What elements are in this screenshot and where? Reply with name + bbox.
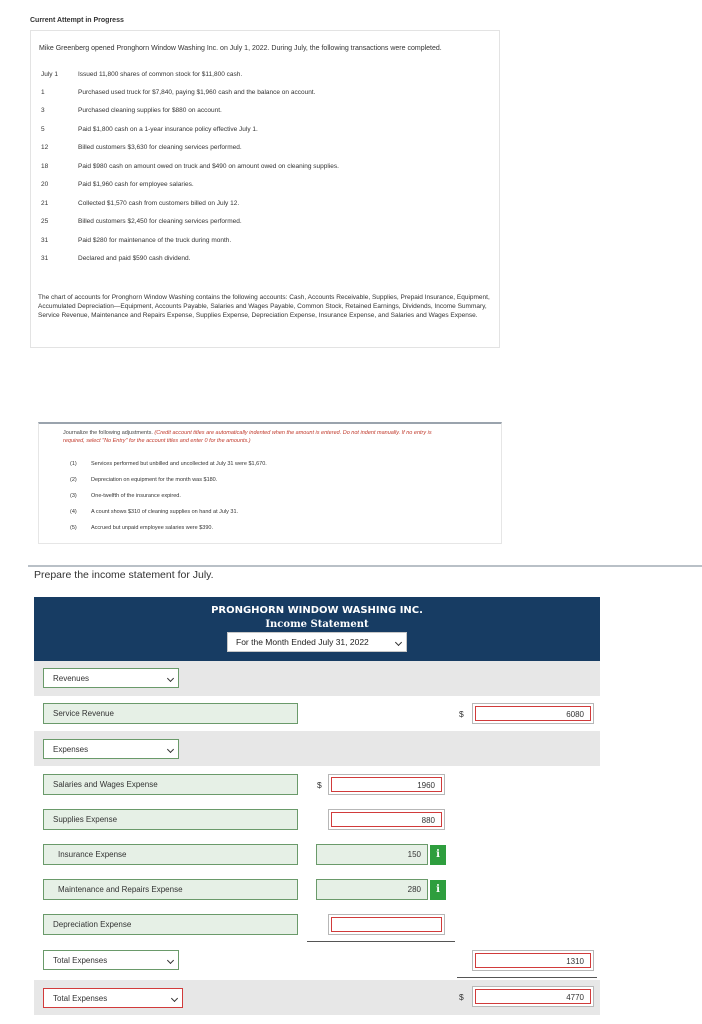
supplies-expense-amount-value: 880 <box>331 812 442 827</box>
transaction-desc: Declared and paid $590 cash dividend. <box>78 255 191 262</box>
chevron-down-icon <box>395 639 402 646</box>
adjustments-instruction <box>63 429 443 445</box>
service-revenue-account[interactable]: Service Revenue <box>43 703 298 724</box>
currency-symbol: $ <box>459 992 464 1002</box>
transaction-desc: Paid $1,800 cash on a 1-year insurance policy effective July 1. <box>78 126 258 133</box>
transaction-desc: Paid $1,960 cash for employee salaries. <box>78 181 194 188</box>
statement-header <box>34 597 600 661</box>
service-revenue-amount-value: 6080 <box>475 706 591 721</box>
instruction-italic: (Credit account titles are automatically indented when the amount is entered. Do not indent manually. If no entry is required, select "No Entry" for the account titles and enter 0 for the amounts.) <box>63 430 432 444</box>
problem-intro: Mike Greenberg opened Pronghorn Window Washing Inc. on July 1, 2022. During July, the following transactions were completed. <box>39 45 442 52</box>
depreciation-expense-amount[interactable] <box>328 914 445 935</box>
salaries-wages-expense-account[interactable]: Salaries and Wages Expense <box>43 774 298 795</box>
transaction-date: 20 <box>41 181 49 188</box>
total-expenses-select-value: Total Expenses <box>53 956 108 965</box>
adjustment-number: (1) <box>70 461 77 467</box>
adjustment-number: (4) <box>70 509 77 515</box>
adjustment-number: (2) <box>70 477 77 483</box>
maintenance-repairs-expense-amount[interactable]: 280 <box>316 879 428 900</box>
adjustment-text: One-twelfth of the insurance expired. <box>91 493 181 499</box>
transaction-desc: Issued 11,800 shares of common stock for $11,800 cash. <box>78 71 243 78</box>
salaries-wages-expense-amount[interactable] <box>328 774 445 795</box>
transaction-date: 21 <box>41 200 49 207</box>
net-income-select-value: Total Expenses <box>53 994 108 1003</box>
total-expenses-amount[interactable] <box>472 950 594 971</box>
total-rule <box>457 977 597 978</box>
company-name: PRONGHORN WINDOW WASHING INC. <box>211 605 423 616</box>
statement-title: Income Statement <box>265 619 369 630</box>
adjustment-text: Accrued but unpaid employee salaries were $390. <box>91 525 213 531</box>
transaction-date: 1 <box>41 89 45 96</box>
expenses-select[interactable] <box>43 739 179 759</box>
adjustment-number: (3) <box>70 493 77 499</box>
maintenance-repairs-expense-account[interactable]: Maintenance and Repairs Expense <box>43 879 298 900</box>
info-icon[interactable]: i <box>430 845 446 865</box>
section-divider <box>28 565 702 567</box>
insurance-expense-amount[interactable]: 150 <box>316 844 428 865</box>
chevron-down-icon <box>167 957 174 964</box>
chevron-down-icon <box>167 746 174 753</box>
transaction-date: 5 <box>41 126 45 133</box>
transaction-date: 31 <box>41 237 49 244</box>
info-icon[interactable]: i <box>430 880 446 900</box>
transaction-date: July 1 <box>41 71 58 78</box>
adjustment-text: Depreciation on equipment for the month was $180. <box>91 477 218 483</box>
attempt-title: Current Attempt in Progress <box>30 17 124 24</box>
total-expenses-select[interactable] <box>43 950 179 970</box>
adjustment-text: A count shows $310 of cleaning supplies on hand at July 31. <box>91 509 239 515</box>
currency-symbol: $ <box>317 780 322 790</box>
insurance-expense-account[interactable]: Insurance Expense <box>43 844 298 865</box>
depreciation-expense-amount-value <box>331 917 442 932</box>
chevron-down-icon <box>171 995 178 1002</box>
transaction-desc: Purchased used truck for $7,840, paying $1,960 cash and the balance on account. <box>78 89 316 96</box>
adjustments-panel <box>38 422 502 544</box>
salaries-wages-expense-amount-value: 1960 <box>331 777 442 792</box>
chart-of-accounts-text: The chart of accounts for Pronghorn Window Washing contains the following accounts: Cash, Accounts Receivable, Supplies, Prepaid Insurance, Equipment, Accumulated Depreciation—Equipment, Accounts Payable, Salaries and Wages Payable, Common Stock, Retained Earnings, Dividends, Income Summary, Service Revenue, Maintenance and Repairs Expense, Supplies Expense, Depreciation Expense, Insurance Expense, and Salaries and Wages Expense. <box>38 294 490 319</box>
income-statement-prompt: Prepare the income statement for July. <box>34 569 214 581</box>
transaction-desc: Paid $980 cash on amount owed on truck and $490 on amount owed on cleaning supplies. <box>78 163 339 170</box>
total-expenses-amount-value: 1310 <box>475 953 591 968</box>
period-select[interactable] <box>227 632 407 652</box>
transaction-date: 25 <box>41 218 49 225</box>
adjustment-number: (5) <box>70 525 77 531</box>
transaction-desc: Purchased cleaning supplies for $880 on account. <box>78 107 222 114</box>
transaction-date: 3 <box>41 107 45 114</box>
transaction-desc: Collected $1,570 cash from customers billed on July 12. <box>78 200 240 207</box>
revenues-select[interactable] <box>43 668 179 688</box>
problem-panel <box>30 30 500 348</box>
supplies-expense-account[interactable]: Supplies Expense <box>43 809 298 830</box>
supplies-expense-amount[interactable] <box>328 809 445 830</box>
adjustment-text: Services performed but unbilled and uncollected at July 31 were $1,670. <box>91 461 267 467</box>
net-income-select[interactable] <box>43 988 183 1008</box>
transaction-desc: Billed customers $2,450 for cleaning services performed. <box>78 218 242 225</box>
transaction-date: 12 <box>41 144 49 151</box>
transaction-desc: Billed customers $3,630 for cleaning services performed. <box>78 144 242 151</box>
instruction-plain: Journalize the following adjustments. <box>63 430 153 436</box>
service-revenue-amount[interactable] <box>472 703 594 724</box>
transaction-desc: Paid $280 for maintenance of the truck during month. <box>78 237 232 244</box>
currency-symbol: $ <box>459 709 464 719</box>
revenues-select-value: Revenues <box>53 674 90 683</box>
period-value: For the Month Ended July 31, 2022 <box>236 637 369 647</box>
net-income-amount-value: 4770 <box>475 989 591 1004</box>
subtotal-rule <box>307 941 455 942</box>
expenses-select-value: Expenses <box>53 745 89 754</box>
chevron-down-icon <box>167 675 174 682</box>
transaction-date: 18 <box>41 163 49 170</box>
depreciation-expense-account[interactable]: Depreciation Expense <box>43 914 298 935</box>
net-income-amount[interactable] <box>472 986 594 1007</box>
transaction-date: 31 <box>41 255 49 262</box>
